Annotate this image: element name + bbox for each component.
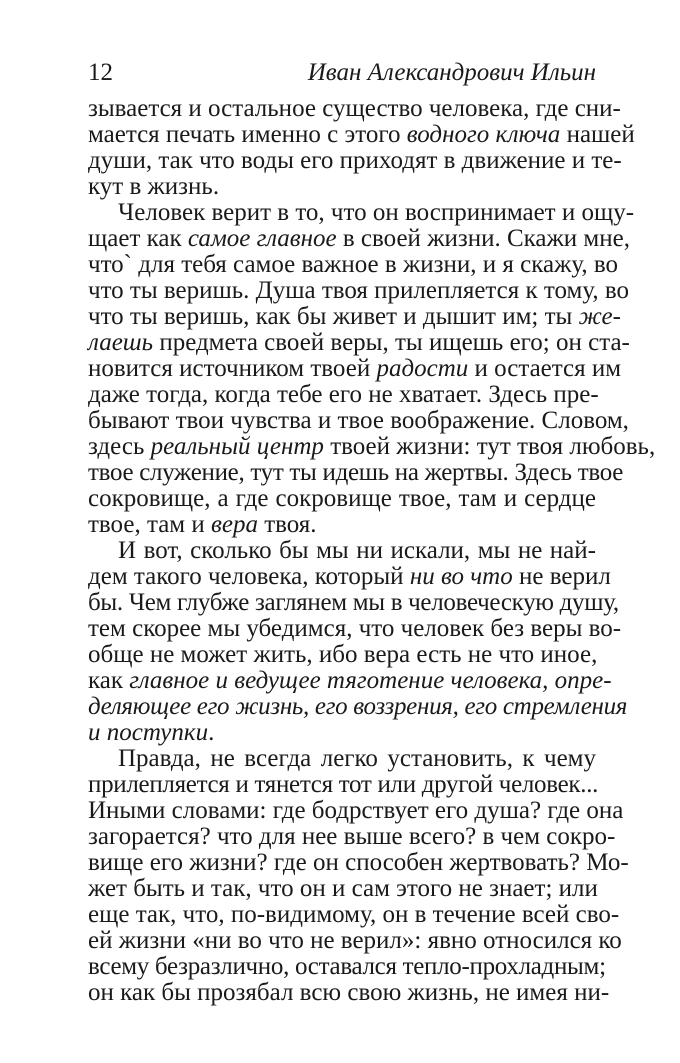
text-line: дем такого человека, который ни во что не верил: [88, 563, 611, 590]
text-line: лаешь предмета своей веры, ты ищешь его; он ста-: [88, 329, 630, 356]
text-line: И вот, сколько бы мы ни искали, мы не най-: [118, 537, 596, 564]
text-line: всему безразлично, оставался тепло-прохладным;: [88, 953, 606, 980]
text-line: щает как самое главное в своей жизни. Скажи мне,: [88, 225, 630, 252]
italic-phrase: водного ключа: [406, 121, 561, 148]
page-number: 12: [88, 59, 113, 86]
text-line: вище его жизни? где он способен жертвовать? Мо-: [88, 849, 629, 876]
italic-phrase: и поступки: [88, 719, 209, 746]
page-header: [88, 56, 596, 90]
italic-phrase: радости: [376, 355, 469, 382]
text-line: бывают твои чувства и твое воображение. Словом,: [88, 407, 629, 434]
text-line: что ты веришь, как бы живет и дышит им; ты же-: [88, 303, 621, 330]
text-line: ей жизни «ни во что не верил»: явно относился ко: [88, 927, 622, 954]
text-line: твое служение, тут ты идешь на жертвы. Здесь твое: [88, 459, 623, 486]
text-line: тем скорее мы убедимся, что человек без веры во-: [88, 615, 622, 642]
text-line: и поступки.: [88, 719, 215, 746]
text-line: бы. Чем глубже заглянем мы в человеческую душу,: [88, 589, 619, 616]
text-line: здесь реальный центр твоей жизни: тут твоя любовь,: [88, 433, 656, 460]
text-line: Правда, не всегда легко установить, к чему: [118, 745, 596, 772]
text-line: [88, 693, 628, 720]
text-line: что` для тебя самое важное в жизни, и я скажу, во: [88, 251, 618, 278]
text-line: как главное и ведущее тяготение человека, опре-: [88, 667, 612, 694]
text-line: зывается и остальное существо человека, где сни-: [88, 95, 621, 122]
text-line: прилепляется и тянется тот или другой человек...: [88, 771, 599, 798]
text-line: Человек верит в то, что он воспринимает и ощу-: [118, 199, 635, 226]
italic-phrase: реальный центр: [150, 433, 324, 460]
text-line: кут в жизнь.: [88, 173, 220, 200]
text-line: сокровище, а где сокровище твое, там и сердце: [88, 485, 596, 512]
italic-phrase: ни во что: [409, 563, 513, 590]
text-line: еще так, что, по-видимому, он в течение всей сво-: [88, 901, 620, 928]
text-line: души, так что воды его приходят в движение и те-: [88, 147, 622, 174]
italic-phrase: лаешь: [88, 329, 154, 356]
italic-phrase: деляющее его жизнь, его воззрения, его стремления: [88, 693, 628, 720]
body-text: [88, 95, 656, 1006]
text-line: новится источником твоей радости и остается им: [88, 355, 622, 382]
text-line: обще не может жить, ибо вера есть не что иное,: [88, 641, 598, 668]
text-line: мается печать именно с этого водного ключа нашей: [88, 121, 635, 148]
text-line: твое, там и вера твоя.: [88, 511, 317, 538]
running-title: Иван Александрович Ильин: [307, 59, 596, 86]
text-line: даже тогда, когда тебе его не хватает. Здесь пре-: [88, 381, 599, 408]
text-line: Иными словами: где бодрствует его душа? где она: [88, 797, 624, 824]
italic-phrase: вера: [211, 511, 258, 538]
text-line: он как бы прозябал всю свою жизнь, не имея ни-: [88, 979, 610, 1006]
italic-phrase: же-: [578, 303, 621, 330]
italic-phrase: главное и ведущее тяготение человека, опре-: [129, 667, 612, 694]
text-line: что ты веришь. Душа твоя прилепляется к тому, во: [88, 277, 629, 304]
text-line: жет быть и так, что он и сам этого не знает; или: [88, 875, 598, 902]
italic-phrase: самое главное: [187, 225, 337, 252]
text-line: загорается? что для нее выше всего? в чем сокро-: [88, 823, 616, 850]
